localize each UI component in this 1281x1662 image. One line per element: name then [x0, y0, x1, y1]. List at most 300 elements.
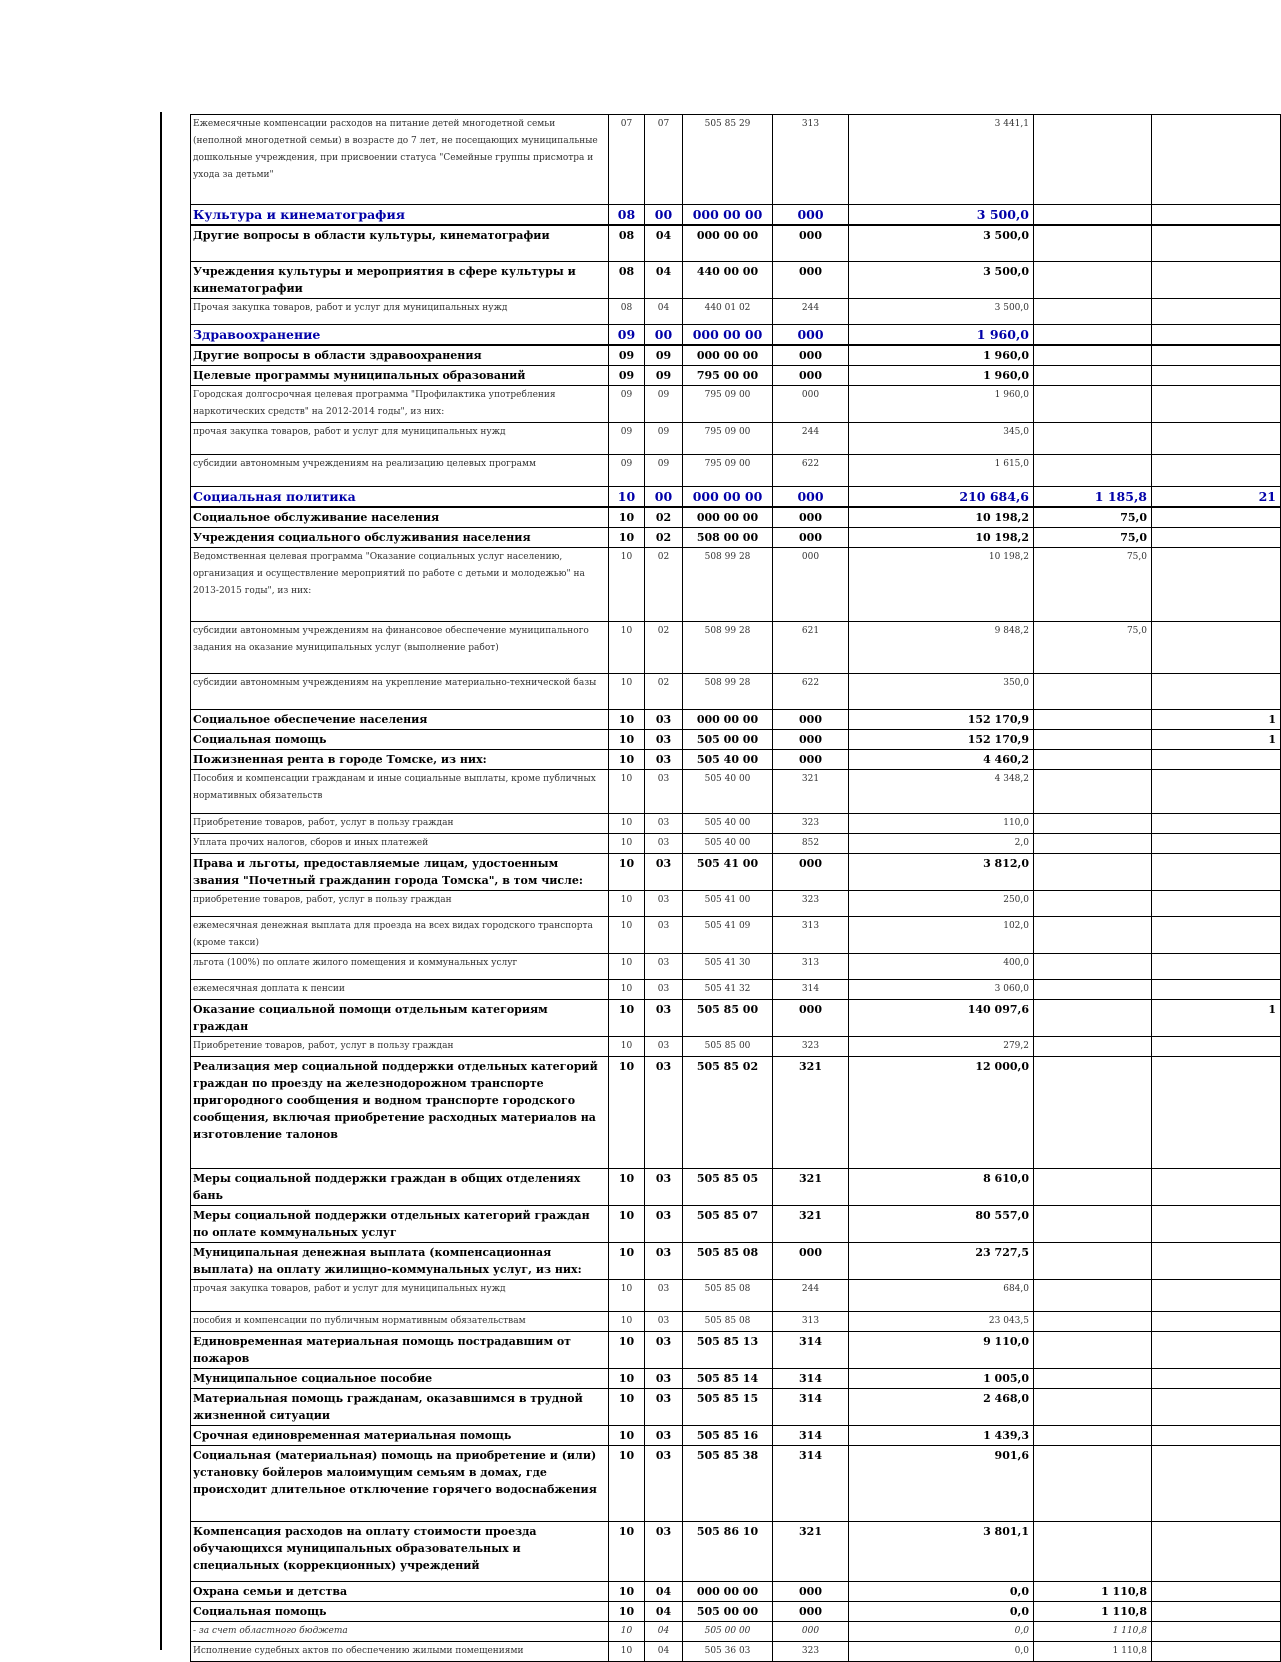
- row-target-article: 000 00 00: [683, 487, 773, 508]
- row-target-article: 505 85 29: [683, 115, 773, 205]
- row-section-code: 10: [609, 954, 645, 980]
- row-amount-2: [1034, 1522, 1152, 1582]
- row-section-code: 10: [609, 1582, 645, 1602]
- row-amount-2: 75,0: [1034, 622, 1152, 674]
- row-expense-type: 323: [773, 1642, 849, 1662]
- row-expense-type: 000: [773, 487, 849, 508]
- row-section-code: 10: [609, 487, 645, 508]
- row-section-code: 08: [609, 205, 645, 226]
- row-section-code: 10: [609, 980, 645, 1000]
- row-subsection-code: 09: [645, 345, 683, 366]
- row-amount-3: [1152, 205, 1281, 226]
- row-section-code: 10: [609, 834, 645, 854]
- row-name: Материальная помощь гражданам, оказавшимся в трудной жизненной ситуации: [191, 1389, 609, 1426]
- row-section-code: 10: [609, 1206, 645, 1243]
- row-target-article: 505 85 38: [683, 1446, 773, 1522]
- row-subsection-code: 04: [645, 1582, 683, 1602]
- row-amount-2: [1034, 1057, 1152, 1169]
- row-amount-3: [1152, 1622, 1281, 1642]
- row-amount-3: [1152, 1312, 1281, 1332]
- row-expense-type: 000: [773, 1622, 849, 1642]
- row-target-article: 795 09 00: [683, 455, 773, 487]
- row-subsection-code: 03: [645, 1332, 683, 1369]
- row-name: субсидии автономным учреждениям на укрепление материально-технической базы: [191, 674, 609, 710]
- table-row: [191, 1332, 1281, 1369]
- row-amount-3: [1152, 814, 1281, 834]
- row-section-code: 10: [609, 507, 645, 528]
- row-subsection-code: 03: [645, 1057, 683, 1169]
- row-amount-3: [1152, 1057, 1281, 1169]
- row-subsection-code: 03: [645, 1312, 683, 1332]
- row-amount-3: [1152, 262, 1281, 299]
- row-amount-2: [1034, 345, 1152, 366]
- row-subsection-code: 09: [645, 455, 683, 487]
- row-expense-type: 313: [773, 115, 849, 205]
- row-expense-type: 000: [773, 548, 849, 622]
- table-row: [191, 622, 1281, 674]
- row-expense-type: 321: [773, 1522, 849, 1582]
- row-subsection-code: 09: [645, 423, 683, 455]
- table-row: [191, 814, 1281, 834]
- table-row: [191, 834, 1281, 854]
- row-amount-3: [1152, 1602, 1281, 1622]
- row-name: Компенсация расходов на оплату стоимости проезда обучающихся муниципальных образовательных и специальных (коррекционных) учреждений: [191, 1522, 609, 1582]
- row-subsection-code: 00: [645, 487, 683, 508]
- table-row: [191, 1369, 1281, 1389]
- row-expense-type: 313: [773, 954, 849, 980]
- row-name: ежемесячная доплата к пенсии: [191, 980, 609, 1000]
- row-subsection-code: 03: [645, 1446, 683, 1522]
- row-expense-type: 313: [773, 917, 849, 954]
- row-amount-2: [1034, 1280, 1152, 1312]
- row-subsection-code: 03: [645, 917, 683, 954]
- row-section-code: 10: [609, 891, 645, 917]
- row-amount-2: [1034, 366, 1152, 386]
- row-amount-2: [1034, 1037, 1152, 1057]
- table-row: [191, 1602, 1281, 1622]
- table-row: [191, 1522, 1281, 1582]
- row-amount-3: [1152, 1389, 1281, 1426]
- table-row: [191, 1312, 1281, 1332]
- row-subsection-code: 03: [645, 980, 683, 1000]
- row-name: Здравоохранение: [191, 325, 609, 346]
- row-amount: 10 198,2: [849, 548, 1034, 622]
- row-subsection-code: 04: [645, 262, 683, 299]
- row-section-code: 10: [609, 854, 645, 891]
- row-amount-2: 1 110,8: [1034, 1602, 1152, 1622]
- row-amount-3: [1152, 980, 1281, 1000]
- row-amount-3: [1152, 455, 1281, 487]
- table-row: [191, 1582, 1281, 1602]
- row-name: Меры социальной поддержки отдельных категорий граждан по оплате коммунальных услуг: [191, 1206, 609, 1243]
- row-expense-type: 314: [773, 980, 849, 1000]
- row-amount-3: [1152, 299, 1281, 325]
- row-target-article: 508 99 28: [683, 548, 773, 622]
- row-expense-type: 321: [773, 1206, 849, 1243]
- row-target-article: 505 40 00: [683, 750, 773, 770]
- row-section-code: 08: [609, 262, 645, 299]
- row-target-article: 505 41 09: [683, 917, 773, 954]
- row-amount: 3 060,0: [849, 980, 1034, 1000]
- row-expense-type: 622: [773, 674, 849, 710]
- row-subsection-code: 03: [645, 814, 683, 834]
- row-target-article: 505 00 00: [683, 1622, 773, 1642]
- left-margin-line: [160, 112, 162, 1650]
- row-expense-type: 000: [773, 345, 849, 366]
- row-amount-2: [1034, 423, 1152, 455]
- row-name: прочая закупка товаров, работ и услуг для муниципальных нужд: [191, 1280, 609, 1312]
- row-amount-3: [1152, 917, 1281, 954]
- row-amount: 1 960,0: [849, 325, 1034, 346]
- row-target-article: 505 86 10: [683, 1522, 773, 1582]
- row-amount: 0,0: [849, 1582, 1034, 1602]
- row-amount-2: [1034, 891, 1152, 917]
- row-amount: 80 557,0: [849, 1206, 1034, 1243]
- table-row: [191, 225, 1281, 262]
- row-amount-2: [1034, 814, 1152, 834]
- row-amount-3: [1152, 1369, 1281, 1389]
- row-amount-3: [1152, 1243, 1281, 1280]
- row-amount-3: [1152, 507, 1281, 528]
- row-target-article: 508 99 28: [683, 622, 773, 674]
- row-section-code: 10: [609, 1000, 645, 1037]
- row-amount-3: [1152, 386, 1281, 423]
- row-name: льгота (100%) по оплате жилого помещения и коммунальных услуг: [191, 954, 609, 980]
- row-amount-2: 75,0: [1034, 528, 1152, 548]
- row-target-article: 505 00 00: [683, 1602, 773, 1622]
- row-name: Социальная помощь: [191, 730, 609, 750]
- row-subsection-code: 02: [645, 528, 683, 548]
- row-amount-3: 1: [1152, 730, 1281, 750]
- row-amount-3: [1152, 1426, 1281, 1446]
- row-target-article: 795 00 00: [683, 366, 773, 386]
- row-subsection-code: 03: [645, 1369, 683, 1389]
- row-name: Исполнение судебных актов по обеспечению жилыми помещениями: [191, 1642, 609, 1662]
- row-amount-2: [1034, 730, 1152, 750]
- row-amount: 0,0: [849, 1642, 1034, 1662]
- row-expense-type: 314: [773, 1332, 849, 1369]
- section-header-row: [191, 325, 1281, 346]
- row-amount-2: [1034, 325, 1152, 346]
- row-expense-type: 323: [773, 891, 849, 917]
- row-amount-3: [1152, 115, 1281, 205]
- table-row: [191, 954, 1281, 980]
- row-target-article: 505 40 00: [683, 770, 773, 814]
- row-expense-type: 852: [773, 834, 849, 854]
- row-target-article: 508 99 28: [683, 674, 773, 710]
- budget-table: [190, 114, 1281, 1662]
- row-section-code: 09: [609, 423, 645, 455]
- row-expense-type: 323: [773, 1037, 849, 1057]
- row-subsection-code: 03: [645, 730, 683, 750]
- row-expense-type: 314: [773, 1369, 849, 1389]
- row-amount-2: [1034, 1312, 1152, 1332]
- row-amount: 9 848,2: [849, 622, 1034, 674]
- row-section-code: 10: [609, 1389, 645, 1426]
- row-section-code: 10: [609, 528, 645, 548]
- row-name: Культура и кинематография: [191, 205, 609, 226]
- row-amount: 152 170,9: [849, 710, 1034, 730]
- row-expense-type: 244: [773, 1280, 849, 1312]
- row-name: пособия и компенсации по публичным нормативным обязательствам: [191, 1312, 609, 1332]
- row-section-code: 10: [609, 1243, 645, 1280]
- row-name: Прочая закупка товаров, работ и услуг для муниципальных нужд: [191, 299, 609, 325]
- row-section-code: 09: [609, 366, 645, 386]
- row-subsection-code: 03: [645, 1243, 683, 1280]
- table-row: [191, 1622, 1281, 1642]
- row-expense-type: 000: [773, 710, 849, 730]
- table-row: [191, 262, 1281, 299]
- row-name: Ежемесячные компенсации расходов на питание детей многодетной семьи (неполной многодетной семьи) в возрасте до 7 лет, не посещающих муниципальные дошкольные учреждения, при присвоении статуса "Семейные группы присмотра и ухода за детьми": [191, 115, 609, 205]
- row-section-code: 10: [609, 1312, 645, 1332]
- row-subsection-code: 02: [645, 674, 683, 710]
- row-name: прочая закупка товаров, работ и услуг для муниципальных нужд: [191, 423, 609, 455]
- row-amount: 901,6: [849, 1446, 1034, 1522]
- row-amount: 3 801,1: [849, 1522, 1034, 1582]
- row-subsection-code: 03: [645, 1000, 683, 1037]
- table-row: [191, 917, 1281, 954]
- row-amount-2: [1034, 854, 1152, 891]
- row-expense-type: 000: [773, 262, 849, 299]
- row-target-article: 505 85 00: [683, 1037, 773, 1057]
- row-target-article: 000 00 00: [683, 1582, 773, 1602]
- row-section-code: 10: [609, 710, 645, 730]
- row-amount: 23 727,5: [849, 1243, 1034, 1280]
- row-amount: 250,0: [849, 891, 1034, 917]
- row-amount-2: [1034, 674, 1152, 710]
- row-section-code: 10: [609, 1642, 645, 1662]
- row-amount-2: [1034, 750, 1152, 770]
- row-amount-2: [1034, 205, 1152, 226]
- row-expense-type: 000: [773, 325, 849, 346]
- row-amount-2: [1034, 1446, 1152, 1522]
- table-row: [191, 1280, 1281, 1312]
- row-amount-3: [1152, 1169, 1281, 1206]
- row-amount: 8 610,0: [849, 1169, 1034, 1206]
- row-amount-2: [1034, 1243, 1152, 1280]
- row-amount-2: [1034, 770, 1152, 814]
- row-subsection-code: 03: [645, 1280, 683, 1312]
- row-section-code: 10: [609, 548, 645, 622]
- row-target-article: 505 85 08: [683, 1243, 773, 1280]
- row-subsection-code: 03: [645, 770, 683, 814]
- row-amount-3: [1152, 750, 1281, 770]
- table-row: [191, 1169, 1281, 1206]
- row-expense-type: 321: [773, 1057, 849, 1169]
- row-name: ежемесячная денежная выплата для проезда на всех видах городского транспорта (кроме такси): [191, 917, 609, 954]
- row-target-article: 505 85 16: [683, 1426, 773, 1446]
- row-subsection-code: 03: [645, 954, 683, 980]
- row-name: - за счет областного бюджета: [191, 1622, 609, 1642]
- row-amount-2: 1 110,8: [1034, 1642, 1152, 1662]
- row-subsection-code: 03: [645, 1522, 683, 1582]
- row-amount-3: [1152, 325, 1281, 346]
- row-section-code: 10: [609, 917, 645, 954]
- row-target-article: 505 40 00: [683, 834, 773, 854]
- row-amount-2: [1034, 980, 1152, 1000]
- row-amount: 10 198,2: [849, 528, 1034, 548]
- row-section-code: 07: [609, 115, 645, 205]
- row-amount: 3 500,0: [849, 262, 1034, 299]
- row-expense-type: 000: [773, 386, 849, 423]
- row-name: Социальная политика: [191, 487, 609, 508]
- row-section-code: 08: [609, 299, 645, 325]
- row-name: Оказание социальной помощи отдельным категориям граждан: [191, 1000, 609, 1037]
- row-target-article: 508 00 00: [683, 528, 773, 548]
- row-amount: 1 960,0: [849, 366, 1034, 386]
- row-expense-type: 314: [773, 1426, 849, 1446]
- row-amount-2: [1034, 954, 1152, 980]
- row-amount: 2,0: [849, 834, 1034, 854]
- row-name: Уплата прочих налогов, сборов и иных платежей: [191, 834, 609, 854]
- row-target-article: 505 41 32: [683, 980, 773, 1000]
- row-amount-2: [1034, 1332, 1152, 1369]
- row-amount-3: [1152, 1446, 1281, 1522]
- row-amount-3: [1152, 225, 1281, 262]
- row-section-code: 10: [609, 770, 645, 814]
- row-subsection-code: 00: [645, 325, 683, 346]
- row-amount: 1 439,3: [849, 1426, 1034, 1446]
- row-name: Учреждения социального обслуживания населения: [191, 528, 609, 548]
- table-row: [191, 750, 1281, 770]
- row-amount-2: 1 110,8: [1034, 1582, 1152, 1602]
- section-header-row: [191, 487, 1281, 508]
- row-amount-2: 1 185,8: [1034, 487, 1152, 508]
- row-subsection-code: 00: [645, 205, 683, 226]
- row-name: Единовременная материальная помощь пострадавшим от пожаров: [191, 1332, 609, 1369]
- row-section-code: 10: [609, 622, 645, 674]
- row-section-code: 10: [609, 674, 645, 710]
- row-amount: 345,0: [849, 423, 1034, 455]
- row-amount-3: [1152, 1522, 1281, 1582]
- row-subsection-code: 02: [645, 548, 683, 622]
- table-row: [191, 386, 1281, 423]
- table-row: [191, 1426, 1281, 1446]
- row-name: Учреждения культуры и мероприятия в сфере культуры и кинематографии: [191, 262, 609, 299]
- row-amount: 350,0: [849, 674, 1034, 710]
- row-amount: 3 500,0: [849, 299, 1034, 325]
- row-subsection-code: 03: [645, 1206, 683, 1243]
- row-target-article: 505 85 05: [683, 1169, 773, 1206]
- row-amount: 4 460,2: [849, 750, 1034, 770]
- row-amount: 4 348,2: [849, 770, 1034, 814]
- row-amount-2: [1034, 1169, 1152, 1206]
- row-name: Приобретение товаров, работ, услуг в пользу граждан: [191, 814, 609, 834]
- table-row: [191, 730, 1281, 750]
- table-row: [191, 366, 1281, 386]
- row-amount-2: [1034, 1389, 1152, 1426]
- row-expense-type: 621: [773, 622, 849, 674]
- row-name: Другие вопросы в области культуры, кинематографии: [191, 225, 609, 262]
- row-name: Приобретение товаров, работ, услуг в пользу граждан: [191, 1037, 609, 1057]
- table-row: [191, 299, 1281, 325]
- row-target-article: 505 85 07: [683, 1206, 773, 1243]
- row-section-code: 10: [609, 1169, 645, 1206]
- row-name: Муниципальное социальное пособие: [191, 1369, 609, 1389]
- row-section-code: 10: [609, 1426, 645, 1446]
- row-amount-2: [1034, 455, 1152, 487]
- row-amount: 140 097,6: [849, 1000, 1034, 1037]
- row-amount: 23 043,5: [849, 1312, 1034, 1332]
- row-amount: 279,2: [849, 1037, 1034, 1057]
- table-row: [191, 423, 1281, 455]
- row-name: Социальное обеспечение населения: [191, 710, 609, 730]
- table-row: [191, 345, 1281, 366]
- row-section-code: 10: [609, 730, 645, 750]
- table-row: [191, 891, 1281, 917]
- row-amount: 1 005,0: [849, 1369, 1034, 1389]
- row-amount-3: [1152, 1037, 1281, 1057]
- table-row: [191, 1243, 1281, 1280]
- row-amount-3: [1152, 366, 1281, 386]
- row-subsection-code: 03: [645, 834, 683, 854]
- row-name: субсидии автономным учреждениям на реализацию целевых программ: [191, 455, 609, 487]
- row-amount: 400,0: [849, 954, 1034, 980]
- row-name: Городская долгосрочная целевая программа "Профилактика употребления наркотических средств" на 2012-2014 годы", из них:: [191, 386, 609, 423]
- row-expense-type: 000: [773, 1000, 849, 1037]
- row-name: Целевые программы муниципальных образований: [191, 366, 609, 386]
- row-name: Муниципальная денежная выплата (компенсационная выплата) на оплату жилищно-коммунальных услуг, из них:: [191, 1243, 609, 1280]
- row-name: Реализация мер социальной поддержки отдельных категорий граждан по проезду на железнодорожном транспорте пригородного сообщения и водном транспорте городского сообщения, включая приобретение расходных материалов на изготовление талонов: [191, 1057, 609, 1169]
- row-name: Срочная единовременная материальная помощь: [191, 1426, 609, 1446]
- row-section-code: 10: [609, 750, 645, 770]
- row-amount-3: [1152, 548, 1281, 622]
- row-amount-3: [1152, 1206, 1281, 1243]
- row-target-article: 000 00 00: [683, 507, 773, 528]
- row-amount: 10 198,2: [849, 507, 1034, 528]
- row-target-article: 505 36 03: [683, 1642, 773, 1662]
- row-section-code: 09: [609, 455, 645, 487]
- row-subsection-code: 02: [645, 622, 683, 674]
- row-expense-type: 244: [773, 423, 849, 455]
- row-amount-3: [1152, 345, 1281, 366]
- row-amount-2: [1034, 115, 1152, 205]
- row-subsection-code: 03: [645, 1389, 683, 1426]
- table-row: [191, 455, 1281, 487]
- row-section-code: 10: [609, 1369, 645, 1389]
- row-target-article: 795 09 00: [683, 386, 773, 423]
- table-row: [191, 854, 1281, 891]
- row-amount-2: [1034, 710, 1152, 730]
- row-name: Охрана семьи и детства: [191, 1582, 609, 1602]
- row-subsection-code: 04: [645, 1642, 683, 1662]
- table-row: [191, 1446, 1281, 1522]
- row-amount: 0,0: [849, 1602, 1034, 1622]
- row-expense-type: 000: [773, 730, 849, 750]
- row-target-article: 505 85 14: [683, 1369, 773, 1389]
- row-amount-2: 75,0: [1034, 507, 1152, 528]
- row-name: Другие вопросы в области здравоохранения: [191, 345, 609, 366]
- row-section-code: 10: [609, 814, 645, 834]
- row-amount: 1 960,0: [849, 386, 1034, 423]
- table-row: [191, 710, 1281, 730]
- row-target-article: 505 40 00: [683, 814, 773, 834]
- table-row: [191, 980, 1281, 1000]
- row-amount: 684,0: [849, 1280, 1034, 1312]
- row-subsection-code: 04: [645, 1602, 683, 1622]
- row-amount-3: [1152, 954, 1281, 980]
- table-row: [191, 1642, 1281, 1662]
- row-amount-3: [1152, 1582, 1281, 1602]
- row-amount-3: 21: [1152, 487, 1281, 508]
- row-amount-2: 1 110,8: [1034, 1622, 1152, 1642]
- table-row: [191, 1000, 1281, 1037]
- row-amount: 102,0: [849, 917, 1034, 954]
- table-row: [191, 1206, 1281, 1243]
- table-row: [191, 1389, 1281, 1426]
- row-target-article: 505 00 00: [683, 730, 773, 750]
- row-amount-3: [1152, 1332, 1281, 1369]
